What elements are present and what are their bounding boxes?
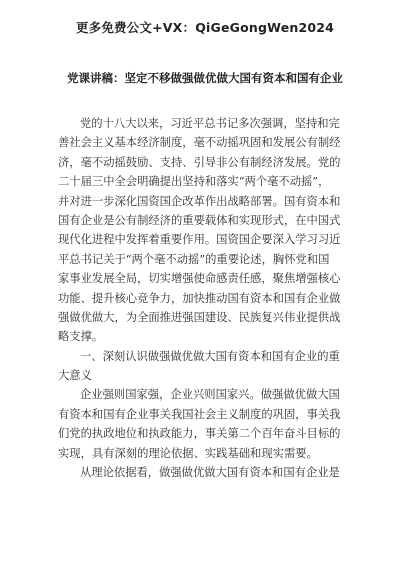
text-line: 家事业发展全局，切实增强使命感责任感，聚焦增强核心 xyxy=(58,272,341,286)
text-line: 们党的执政地位和执政能力，事关第二个百年奋斗目标的 xyxy=(58,427,341,441)
text-line: 功能、提升核心竞争力，加快推动国有资本和国有企业做 xyxy=(58,291,341,305)
text-line: 并对进一步深化国资国企改革作出战略部署。国有资本和 xyxy=(58,194,341,208)
text-line: 平总书记关于“两个毫不动摇”的重要论述，胸怀党和国 xyxy=(58,252,330,266)
text-line: 二十届三中全会明确提出坚持和落实“两个毫不动摇”， xyxy=(58,175,330,189)
document-body xyxy=(58,114,352,482)
text-line: 济，毫不动摇鼓励、支持、引导非公有制经济发展。党的 xyxy=(58,155,341,169)
text-line: 现代化进程中发挥着重要作用。国资国企要深入学习习近 xyxy=(58,233,341,247)
text-line: 略支撑。 xyxy=(58,330,104,344)
page-header: 更多免费公文+VX：QiGeGongWen2024 xyxy=(75,20,335,35)
text-line: 从理论依据看，做强做优做大国有资本和国有企业是 xyxy=(80,466,340,480)
text-line: 善社会主义基本经济制度，毫不动摇巩固和发展公有制经 xyxy=(58,136,341,150)
text-line: 强做优做大，为全面推进强国建设、民族复兴伟业提供战 xyxy=(58,310,341,324)
text-line: 国有企业是公有制经济的重要载体和实现形式，在中国式 xyxy=(58,213,341,227)
document-title: 党课讲稿：坚定不移做强做优做大国有资本和国有企业 xyxy=(67,71,343,85)
text-line: 实现，具有深刻的理论依据、实践基础和现实需要。 xyxy=(58,446,318,460)
text-line: 企业强则国家强，企业兴则国家兴。做强做优做大国 xyxy=(80,388,340,402)
text-line: 一、深刻认识做强做优做大国有资本和国有企业的重 xyxy=(80,349,340,363)
text-line: 有资本和国有企业事关我国社会主义制度的巩固，事关我 xyxy=(58,407,341,421)
text-line: 党的十八大以来，习近平总书记多次强调，坚持和完 xyxy=(80,117,340,130)
text-line: 大意义 xyxy=(58,369,92,383)
